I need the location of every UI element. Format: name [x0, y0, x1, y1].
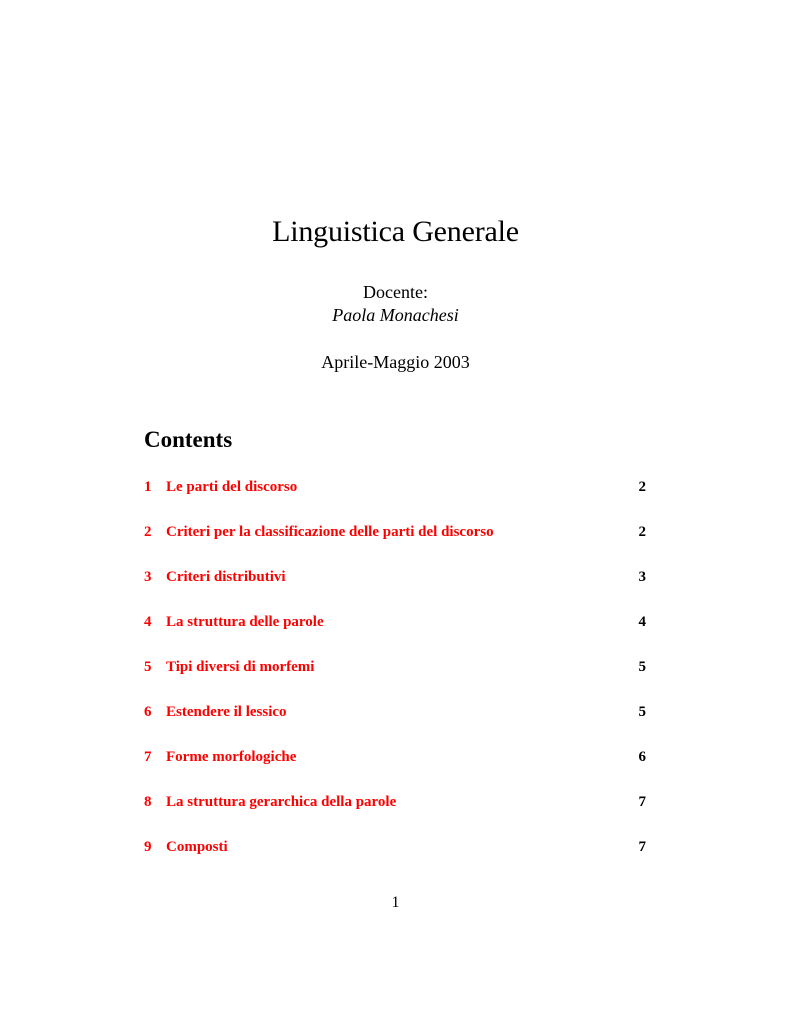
docente-label: Docente:: [363, 282, 428, 302]
toc-entry-page: 6: [638, 749, 646, 765]
toc-entry-page: 4: [638, 614, 646, 630]
toc-entry-title[interactable]: Criteri per la classificazione delle parti del discorso: [166, 524, 494, 540]
toc-entry[interactable]: [144, 611, 646, 656]
document-date: Aprile-Maggio 2003: [321, 352, 470, 372]
toc-entry-page: 5: [638, 659, 646, 675]
toc-entry[interactable]: [144, 521, 646, 566]
toc-entry[interactable]: [144, 566, 646, 611]
table-of-contents: [144, 476, 646, 881]
toc-entry[interactable]: [144, 701, 646, 746]
toc-entry-number: 4: [144, 614, 152, 630]
toc-entry-title[interactable]: Estendere il lessico: [166, 704, 287, 720]
toc-entry-title[interactable]: Le parti del discorso: [166, 479, 298, 495]
toc-entry-title[interactable]: Forme morfologiche: [166, 749, 297, 765]
page-number: 1: [391, 894, 400, 911]
toc-entry-number: 9: [144, 839, 152, 855]
toc-entry-title[interactable]: Composti: [166, 839, 228, 855]
toc-entry-number: 2: [144, 524, 152, 540]
toc-entry-title[interactable]: La struttura gerarchica della parole: [166, 794, 397, 810]
toc-entry-page: 5: [638, 704, 646, 720]
toc-entry-number: 8: [144, 794, 152, 810]
toc-entry[interactable]: [144, 791, 646, 836]
document-title: Linguistica Generale: [272, 215, 519, 248]
toc-entry[interactable]: [144, 476, 646, 521]
toc-entry-title[interactable]: La struttura delle parole: [166, 614, 324, 630]
toc-entry-page: 2: [638, 524, 646, 540]
toc-entry-number: 7: [144, 749, 152, 765]
toc-entry-page: 7: [638, 794, 646, 810]
contents-heading: Contents: [144, 427, 233, 452]
toc-entry-title[interactable]: Tipi diversi di morfemi: [166, 659, 315, 675]
toc-entry-number: 3: [144, 569, 152, 585]
toc-entry-page: 2: [638, 479, 646, 495]
toc-entry-number: 5: [144, 659, 152, 675]
toc-entry-page: 3: [638, 569, 646, 585]
toc-entry-number: 6: [144, 704, 152, 720]
toc-entry-number: 1: [144, 479, 152, 495]
toc-entry[interactable]: [144, 746, 646, 791]
toc-entry[interactable]: [144, 656, 646, 701]
toc-entry[interactable]: [144, 836, 646, 881]
toc-entry-page: 7: [638, 839, 646, 855]
docente-name: Paola Monachesi: [332, 305, 459, 325]
toc-entry-title[interactable]: Criteri distributivi: [166, 569, 286, 585]
